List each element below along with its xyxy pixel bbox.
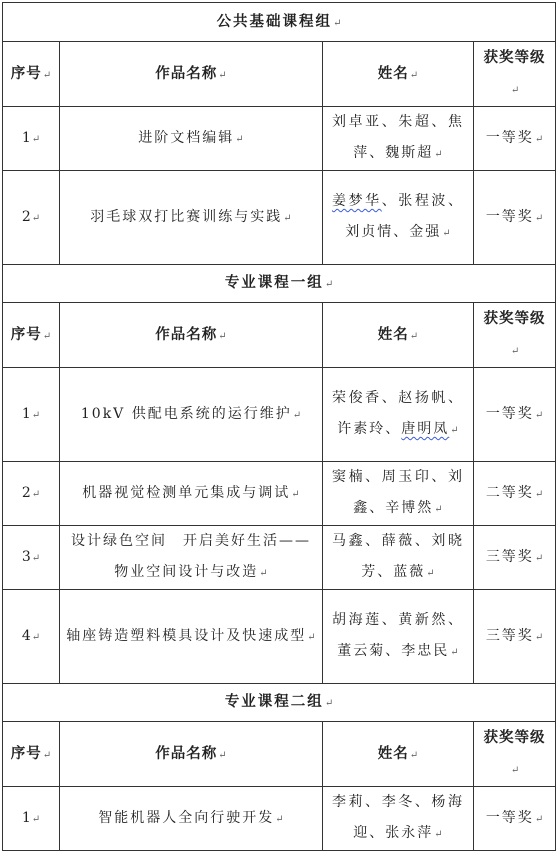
header-row <box>3 303 556 368</box>
group-title-row <box>3 265 556 303</box>
row-names: 胡海莲、黄新然、董云菊、李忠民↵ <box>323 590 474 684</box>
row-no: 2↵ <box>3 171 60 265</box>
header-work: 作品名称↵ <box>60 303 323 368</box>
row-award: 一等奖↵ <box>474 787 556 851</box>
table-row <box>3 787 556 851</box>
header-row <box>3 722 556 787</box>
award-table <box>2 2 556 851</box>
row-no: 1↵ <box>3 787 60 851</box>
table-row <box>3 171 556 265</box>
row-names: 李莉、李冬、杨海迎、张永萍↵ <box>323 787 474 851</box>
table-row <box>3 462 556 526</box>
header-name: 姓名↵ <box>323 303 474 368</box>
header-row <box>3 42 556 107</box>
row-work: 进阶文档编辑↵ <box>60 107 323 171</box>
row-award: 三等奖↵ <box>474 590 556 684</box>
row-work: 机器视觉检测单元集成与调试↵ <box>60 462 323 526</box>
group-title-row <box>3 3 556 42</box>
row-work: 10kV 供配电系统的运行维护↵ <box>60 368 323 462</box>
row-award: 一等奖↵ <box>474 171 556 265</box>
header-no: 序号↵ <box>3 303 60 368</box>
header-no: 序号↵ <box>3 722 60 787</box>
row-award: 一等奖↵ <box>474 368 556 462</box>
header-name: 姓名↵ <box>323 722 474 787</box>
header-work: 作品名称↵ <box>60 42 323 107</box>
header-name: 姓名↵ <box>323 42 474 107</box>
header-award: 获奖等级↵ <box>474 42 556 107</box>
row-names: 马鑫、薛薇、刘晓芳、蓝薇↵ <box>323 526 474 590</box>
row-no: 2↵ <box>3 462 60 526</box>
table-row <box>3 107 556 171</box>
row-work: 轴座铸造塑料模具设计及快速成型↵ <box>60 590 323 684</box>
row-work: 设计绿色空间 开启美好生活——物业空间设计与改造↵ <box>60 526 323 590</box>
row-work: 智能机器人全向行驶开发↵ <box>60 787 323 851</box>
row-no: 1↵ <box>3 368 60 462</box>
row-names: 荣俊香、赵扬帆、许素玲、唐明凤↵ <box>323 368 474 462</box>
row-names: 姜梦华、张程波、刘贞情、金强↵ <box>323 171 474 265</box>
header-work: 作品名称↵ <box>60 722 323 787</box>
table-row <box>3 526 556 590</box>
row-award: 二等奖↵ <box>474 462 556 526</box>
row-award: 三等奖↵ <box>474 526 556 590</box>
group-title: 公共基础课程组↵ <box>3 3 556 42</box>
row-no: 1↵ <box>3 107 60 171</box>
row-work: 羽毛球双打比赛训练与实践↵ <box>60 171 323 265</box>
row-award: 一等奖↵ <box>474 107 556 171</box>
table-row <box>3 368 556 462</box>
row-names: 刘卓亚、朱超、焦萍、魏斯超↵ <box>323 107 474 171</box>
row-names: 窦楠、周玉印、刘鑫、辛博然↵ <box>323 462 474 526</box>
group-title: 专业课程二组↵ <box>3 684 556 722</box>
header-award: 获奖等级↵ <box>474 722 556 787</box>
header-award: 获奖等级↵ <box>474 303 556 368</box>
row-no: 3↵ <box>3 526 60 590</box>
group-title: 专业课程一组↵ <box>3 265 556 303</box>
group-title-row <box>3 684 556 722</box>
header-no: 序号↵ <box>3 42 60 107</box>
row-no: 4↵ <box>3 590 60 684</box>
table-row <box>3 590 556 684</box>
